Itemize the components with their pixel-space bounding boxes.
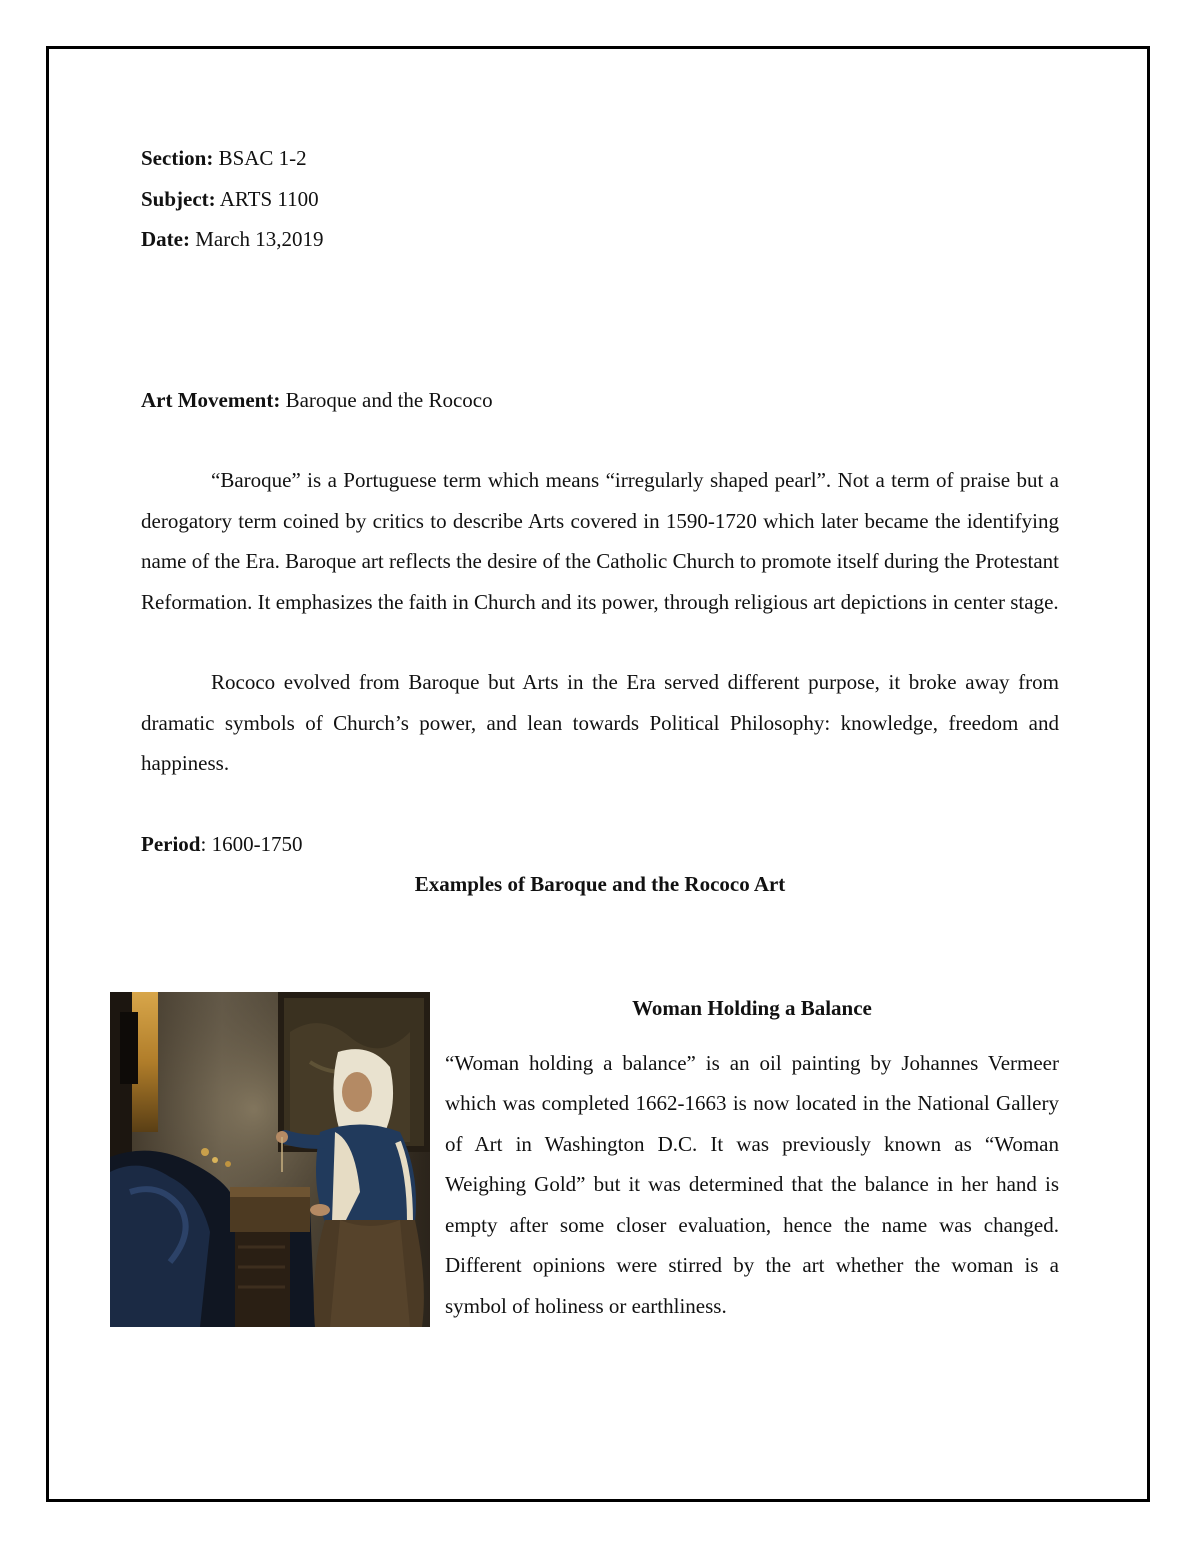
subject-value: ARTS 1100: [219, 186, 319, 211]
subject-line: [141, 179, 1059, 220]
subject-label: Subject:: [141, 186, 216, 211]
date-label: Date:: [141, 227, 190, 251]
art-movement-value: Baroque and the Rococo: [285, 387, 493, 412]
section-value: BSAC 1-2: [218, 146, 307, 170]
art-movement-line: [141, 380, 1059, 421]
rococo-paragraph: Rococo evolved from Baroque but Arts in the Era served different purpose, it broke away from dramatic symbols of Church’s power, and lean towards Political Philosophy: knowledge, freedom and happiness.: [141, 670, 1059, 775]
section-line: [141, 138, 1059, 179]
painting-image: [110, 992, 430, 1327]
baroque-paragraph: “Baroque” is a Portuguese term which means “irregularly shaped pearl”. Not a term of praise but a derogatory term coined by critics to describe Arts covered in 1590-1720 which later became the identifying name of the Era. Baroque art reflects the desire of the Catholic Church to promote itself during the Protestant Reformation. It emphasizes the faith in Church and its power, through religious art depictions in center stage.: [141, 468, 1059, 614]
artwork-description: “Woman holding a balance” is an oil painting by Johannes Vermeer which was completed 1662-1663 is now located in the National Gallery of Art in Washington D.C. It was previously known as “Woman Weighing Gold” but it was determined that the balance in her hand is empty after some closer evaluation, hence the name was changed. Different opinions were stirred by the art whether the woman is a symbol of holiness or earthliness.: [445, 1050, 1059, 1318]
period-label: Period: [141, 831, 201, 856]
period-line: [141, 824, 1059, 865]
artwork-caption: [445, 988, 1059, 1326]
art-movement-label: Art Movement:: [141, 387, 281, 412]
section-label: Section:: [141, 146, 214, 170]
document-body: [141, 138, 1059, 926]
artwork-title: Woman Holding a Balance: [632, 996, 872, 1020]
period-value: : 1600-1750: [200, 831, 303, 856]
date-line: [141, 219, 1059, 260]
date-value: March 13,2019: [195, 227, 324, 251]
examples-heading: Examples of Baroque and the Rococo Art: [414, 872, 786, 896]
